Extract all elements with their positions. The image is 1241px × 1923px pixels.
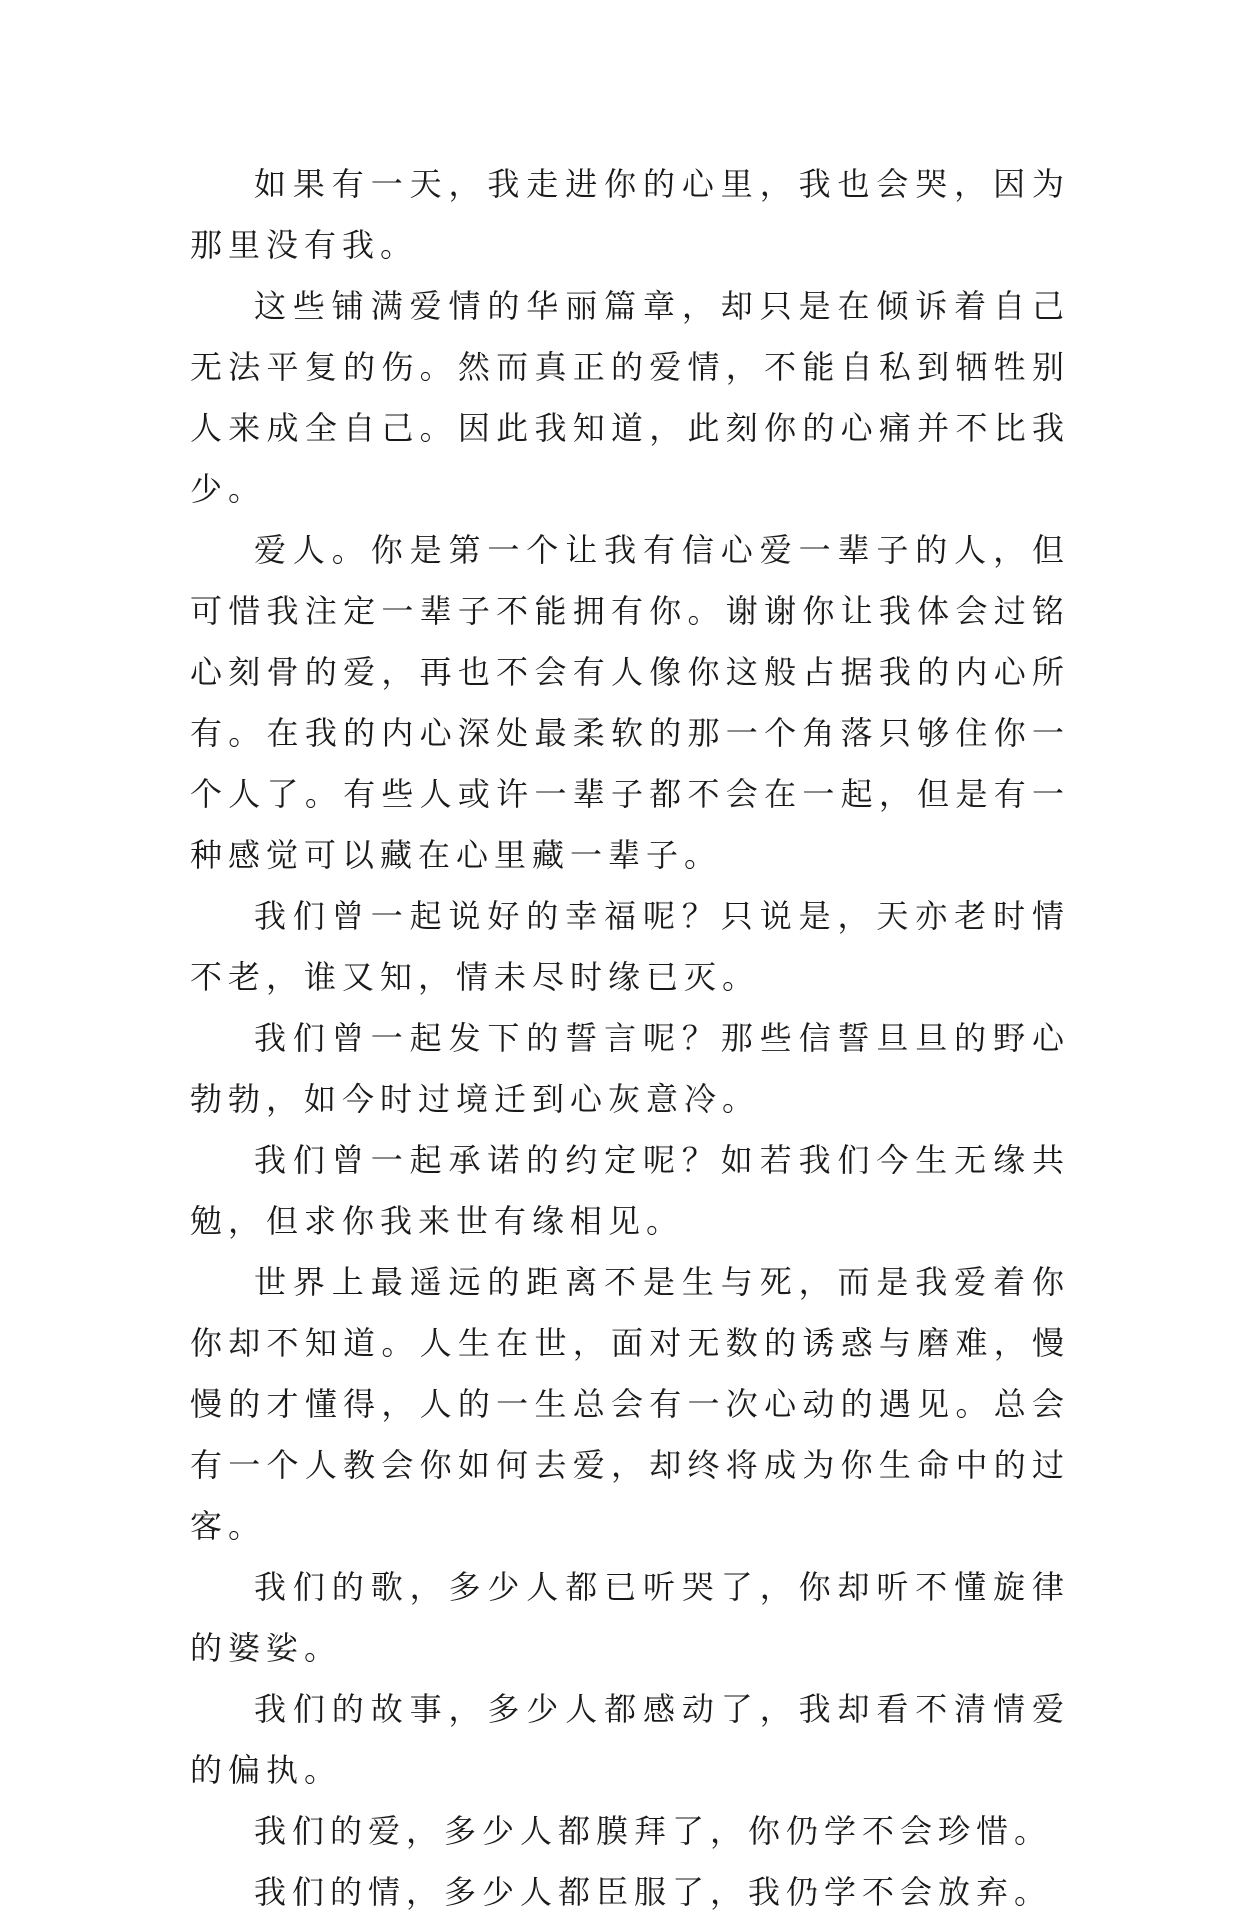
paragraph-8: 我们的歌，多少人都已听哭了，你却听不懂旋律的婆娑。 [190,1568,1070,1667]
paragraph-6: 我们曾一起承诺的约定呢？如若我们今生无缘共勉，但求你我来世有缘相见。 [190,1141,1070,1240]
document-body [190,154,1070,1923]
paragraph-7: 世界上最遥远的距离不是生与死，而是我爱着你你却不知道。人生在世，面对无数的诱惑与磨难，慢慢的才懂得，人的一生总会有一次心动的遇见。总会有一个人教会你如何去爱，却终将成为你生命中的过客。 [190,1263,1070,1545]
paragraph-10: 我们的爱，多少人都膜拜了，你仍学不会珍惜。 [254,1812,1053,1850]
paragraph-5: 我们曾一起发下的誓言呢？那些信誓旦旦的野心勃勃，如今时过境迁到心灰意冷。 [190,1019,1070,1118]
paragraph-3: 爱人。你是第一个让我有信心爱一辈子的人，但可惜我注定一辈子不能拥有你。谢谢你让我体会过铭心刻骨的爱，再也不会有人像你这般占据我的内心所有。在我的内心深处最柔软的那一个角落只够住你一个人了。有些人或许一辈子都不会在一起，但是有一种感觉可以藏在心里藏一辈子。 [190,531,1070,874]
paragraph-11: 我们的情，多少人都臣服了，我仍学不会放弃。 [254,1873,1053,1911]
paragraph-9: 我们的故事，多少人都感动了，我却看不清情爱的偏执。 [190,1690,1070,1789]
paragraph-4: 我们曾一起说好的幸福呢？只说是，天亦老时情不老，谁又知，情未尽时缘已灭。 [190,897,1070,996]
paragraph-2: 这些铺满爱情的华丽篇章，却只是在倾诉着自己无法平复的伤。然而真正的爱情，不能自私到牺牲别人来成全自己。因此我知道，此刻你的心痛并不比我少。 [190,287,1070,508]
paragraph-1: 如果有一天，我走进你的心里，我也会哭，因为那里没有我。 [190,165,1070,264]
